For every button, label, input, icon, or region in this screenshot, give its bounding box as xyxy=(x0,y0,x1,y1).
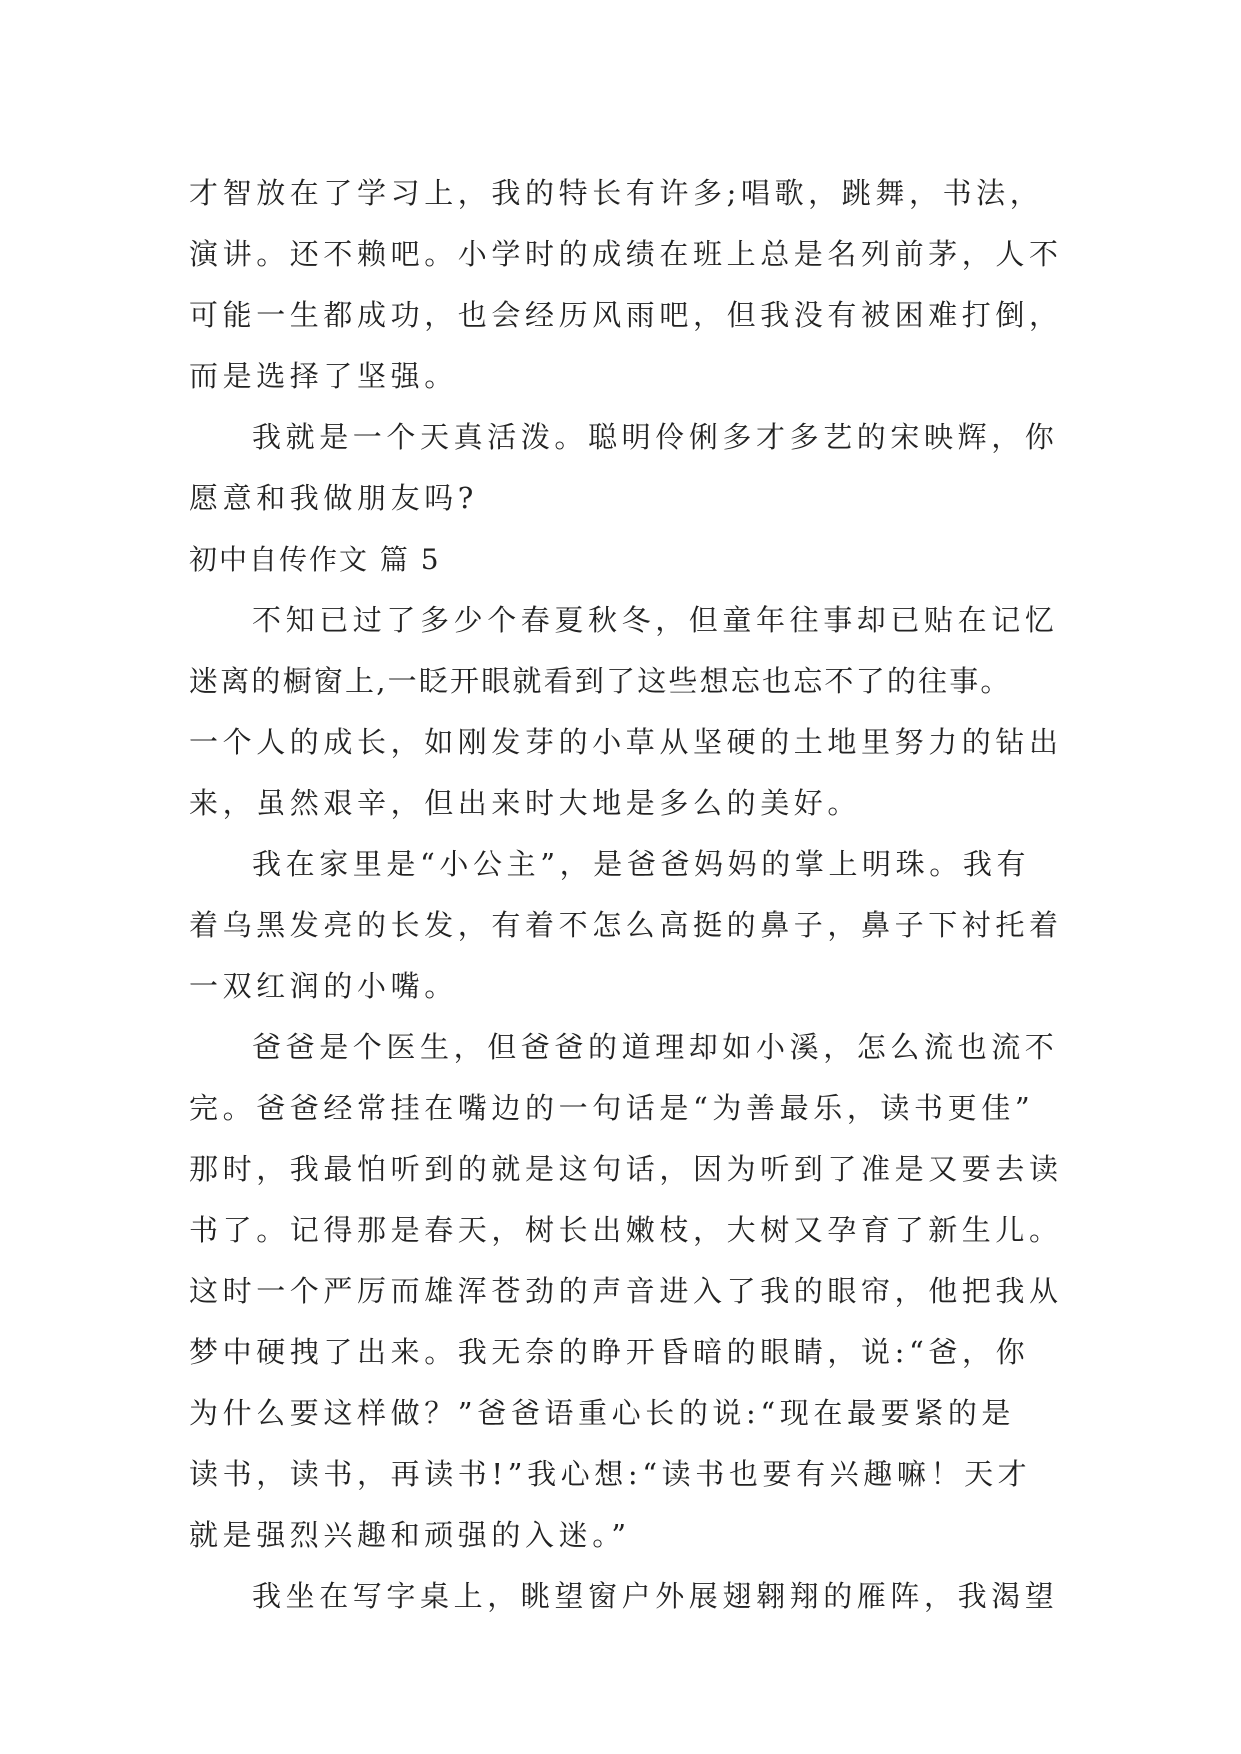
text-line: 爸爸是个医生，但爸爸的道理却如小溪，怎么流也流不 xyxy=(252,1030,1059,1064)
text-line: 这时一个严厉而雄浑苍劲的声音进入了我的眼帘，他把我从 xyxy=(189,1274,1063,1308)
text-line: 一个人的成长，如刚发芽的小草从坚硬的土地里努力的钻出 xyxy=(189,725,1063,759)
text-line: 演讲。还不赖吧。小学时的成绩在班上总是名列前茅，人不 xyxy=(189,237,1063,271)
text-line: 愿意和我做朋友吗? xyxy=(189,481,478,515)
text-line: 就是强烈兴趣和顽强的入迷。” xyxy=(189,1518,631,1552)
text-line: 完。爸爸经常挂在嘴边的一句话是“为善最乐，读书更佳” xyxy=(189,1091,1035,1125)
text-line: 迷离的橱窗上,一眨开眼就看到了这些想忘也忘不了的往事。 xyxy=(189,664,1012,698)
text-line: 着乌黑发亮的长发，有着不怎么高挺的鼻子，鼻子下衬托着 xyxy=(189,908,1063,942)
paragraph xyxy=(189,1017,1069,1566)
document-page xyxy=(189,163,1069,1627)
text-line: 书了。记得那是春天，树长出嫩枝，大树又孕育了新生儿。 xyxy=(189,1213,1063,1247)
paragraph xyxy=(189,163,1069,407)
text-line: 我就是一个天真活泼。聪明伶俐多才多艺的宋映辉，你 xyxy=(252,420,1059,454)
text-line: 我坐在写字桌上，眺望窗户外展翅翱翔的雁阵，我渴望 xyxy=(252,1579,1059,1613)
text-line: 一双红润的小嘴。 xyxy=(189,969,458,1003)
text-line: 可能一生都成功，也会经历风雨吧，但我没有被困难打倒， xyxy=(189,298,1063,332)
text-line: 来，虽然艰辛，但出来时大地是多么的美好。 xyxy=(189,786,862,820)
text-line: 为什么要这样做？”爸爸语重心长的说:“现在最要紧的是 xyxy=(189,1396,1016,1430)
text-line: 梦中硬拽了出来。我无奈的睁开昏暗的眼睛，说:“爸，你 xyxy=(189,1335,1030,1369)
text-line: 不知已过了多少个春夏秋冬，但童年往事却已贴在记忆 xyxy=(252,603,1059,637)
text-line: 我在家里是“小公主”，是爸爸妈妈的掌上明珠。我有 xyxy=(252,847,1031,881)
paragraph xyxy=(189,407,1069,529)
text-line: 而是选择了坚强。 xyxy=(189,359,458,393)
text-line: 那时，我最怕听到的就是这句话，因为听到了准是又要去读 xyxy=(189,1152,1063,1186)
paragraph xyxy=(189,834,1069,1017)
text-line: 才智放在了学习上，我的特长有许多;唱歌，跳舞，书法， xyxy=(189,176,1044,210)
section-heading: 初中自传作文 篇 5 xyxy=(189,543,441,576)
paragraph xyxy=(189,1566,1069,1627)
paragraph xyxy=(189,590,1069,834)
text-line: 读书，读书，再读书!”我心想:“读书也要有兴趣嘛！天才 xyxy=(189,1457,1032,1491)
